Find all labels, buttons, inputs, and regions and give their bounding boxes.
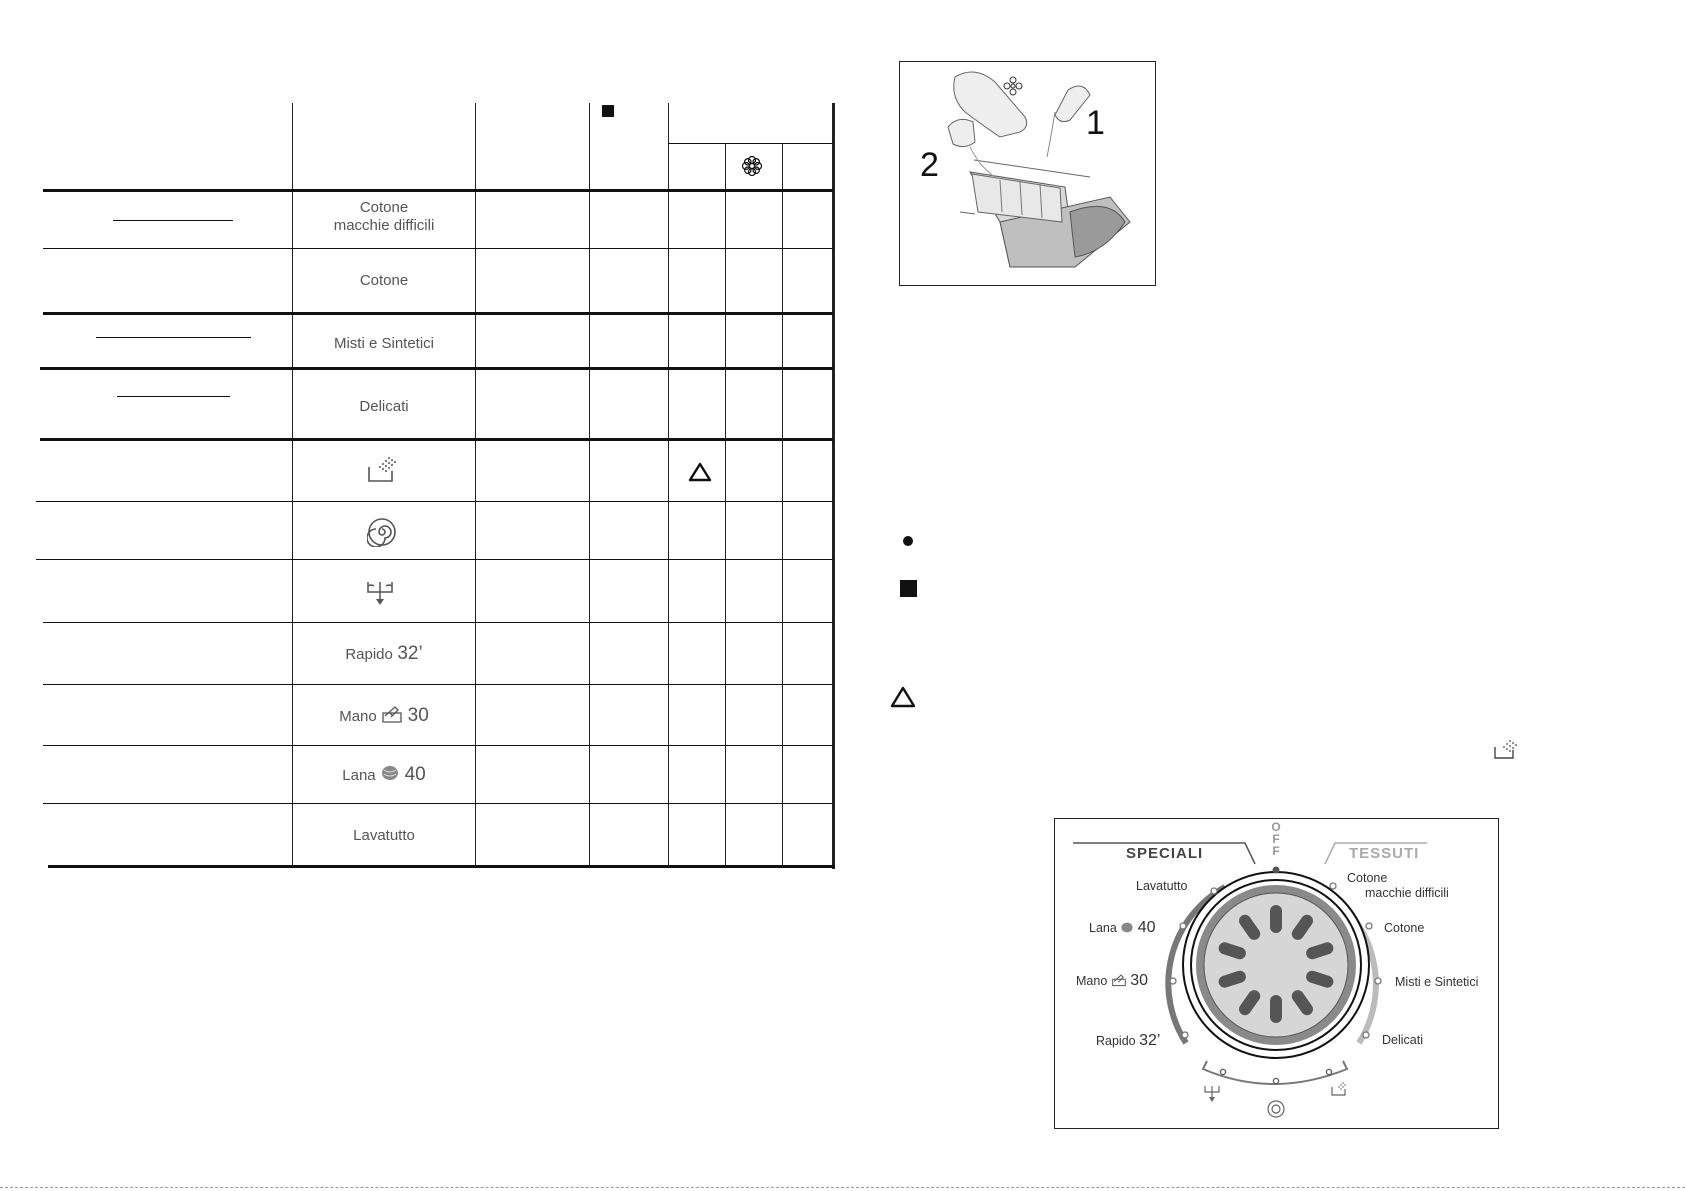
table-hline	[40, 438, 833, 441]
table-hline	[43, 684, 833, 685]
dial-option-cotone[interactable]: Cotone	[1384, 921, 1425, 935]
label-part: 40	[1137, 919, 1156, 936]
dial-option-misti[interactable]: Misti e Sintetici	[1395, 975, 1479, 989]
hand-wash-icon	[1111, 973, 1127, 987]
table-hline	[40, 367, 833, 370]
table-hline	[43, 622, 833, 623]
table-vline	[725, 143, 726, 867]
wool-ball-icon	[1120, 921, 1134, 934]
label-part: 30	[407, 705, 429, 726]
table-hline	[36, 501, 833, 502]
detergent-drawer-figure	[899, 61, 1156, 286]
off-letter: F	[1272, 832, 1280, 846]
page-bottom-dashed-rule	[0, 1187, 1685, 1188]
label-part: Mano	[1076, 974, 1108, 988]
off-letter: O	[1271, 820, 1281, 834]
flower-softener-icon	[740, 154, 764, 178]
group-label-tessuti: TESSUTI	[1349, 845, 1420, 862]
row-label-cotone-md	[293, 199, 475, 235]
table-vline-thick	[832, 103, 835, 869]
wool-ball-icon	[380, 764, 400, 782]
label-part: 32’	[397, 643, 423, 664]
label-line: Cotone	[1347, 871, 1388, 885]
table-vline	[475, 103, 476, 867]
dial-option-delicati[interactable]: Delicati	[1382, 1033, 1423, 1047]
off-letter: F	[1272, 844, 1280, 858]
table-hline	[43, 189, 833, 192]
row-label-lana	[293, 764, 475, 786]
label-line: macchie difficili	[333, 217, 435, 234]
label-underline	[113, 220, 233, 221]
row-label-misti: Misti e Sintetici	[333, 335, 435, 352]
off-label	[1269, 821, 1283, 857]
prewash-square-icon	[602, 105, 614, 117]
row-label-lavatutto: Lavatutto	[353, 827, 415, 844]
table-vline	[589, 103, 590, 867]
table-vline	[782, 143, 783, 867]
table-hline	[43, 312, 833, 315]
table-hline	[36, 559, 833, 560]
label-part: Rapido	[345, 646, 393, 663]
rinse-icon	[366, 455, 400, 485]
table-hline	[43, 745, 833, 746]
rinse-icon	[1493, 737, 1519, 761]
figure-label-2: 2	[920, 146, 939, 184]
bullet-dot-icon	[903, 536, 913, 546]
row-label-cotone: Cotone	[359, 272, 409, 289]
dial-option-lana[interactable]	[1089, 919, 1156, 937]
label-line: macchie difficili	[1365, 886, 1449, 900]
header-subline	[669, 143, 833, 144]
table-vline	[668, 103, 669, 867]
program-dial-panel	[1054, 818, 1499, 1129]
label-line: Cotone	[359, 199, 409, 216]
label-part: Rapido	[1096, 1034, 1136, 1048]
table-hline	[43, 803, 833, 804]
row-label-mano	[293, 704, 475, 727]
label-underline	[96, 337, 251, 338]
dial-option-lavatutto[interactable]: Lavatutto	[1136, 879, 1188, 893]
dial-option-rapido[interactable]	[1096, 1032, 1160, 1050]
row-label-delicati: Delicati	[359, 398, 409, 415]
label-part: Lana	[1089, 921, 1117, 935]
hand-wash-icon	[381, 704, 403, 724]
label-part: Lana	[342, 767, 376, 784]
row-label-rapido	[293, 643, 475, 665]
drain-icon	[366, 578, 396, 610]
label-part: Mano	[339, 708, 377, 725]
table-hline	[43, 248, 833, 249]
dial-option-mano[interactable]	[1076, 972, 1148, 990]
figure-label-1: 1	[1086, 104, 1105, 142]
label-part: 32’	[1139, 1032, 1161, 1049]
table-hline-bottom	[48, 865, 835, 868]
label-part: 40	[404, 764, 426, 785]
label-underline	[117, 396, 230, 397]
warning-triangle-icon	[890, 686, 916, 708]
spin-icon	[367, 517, 397, 547]
prewash-square-icon	[900, 580, 917, 597]
dial-option-cotone-md[interactable]	[1347, 871, 1449, 901]
group-label-speciali: SPECIALI	[1126, 845, 1204, 862]
label-part: 30	[1130, 972, 1149, 989]
warning-triangle-icon	[688, 462, 712, 482]
